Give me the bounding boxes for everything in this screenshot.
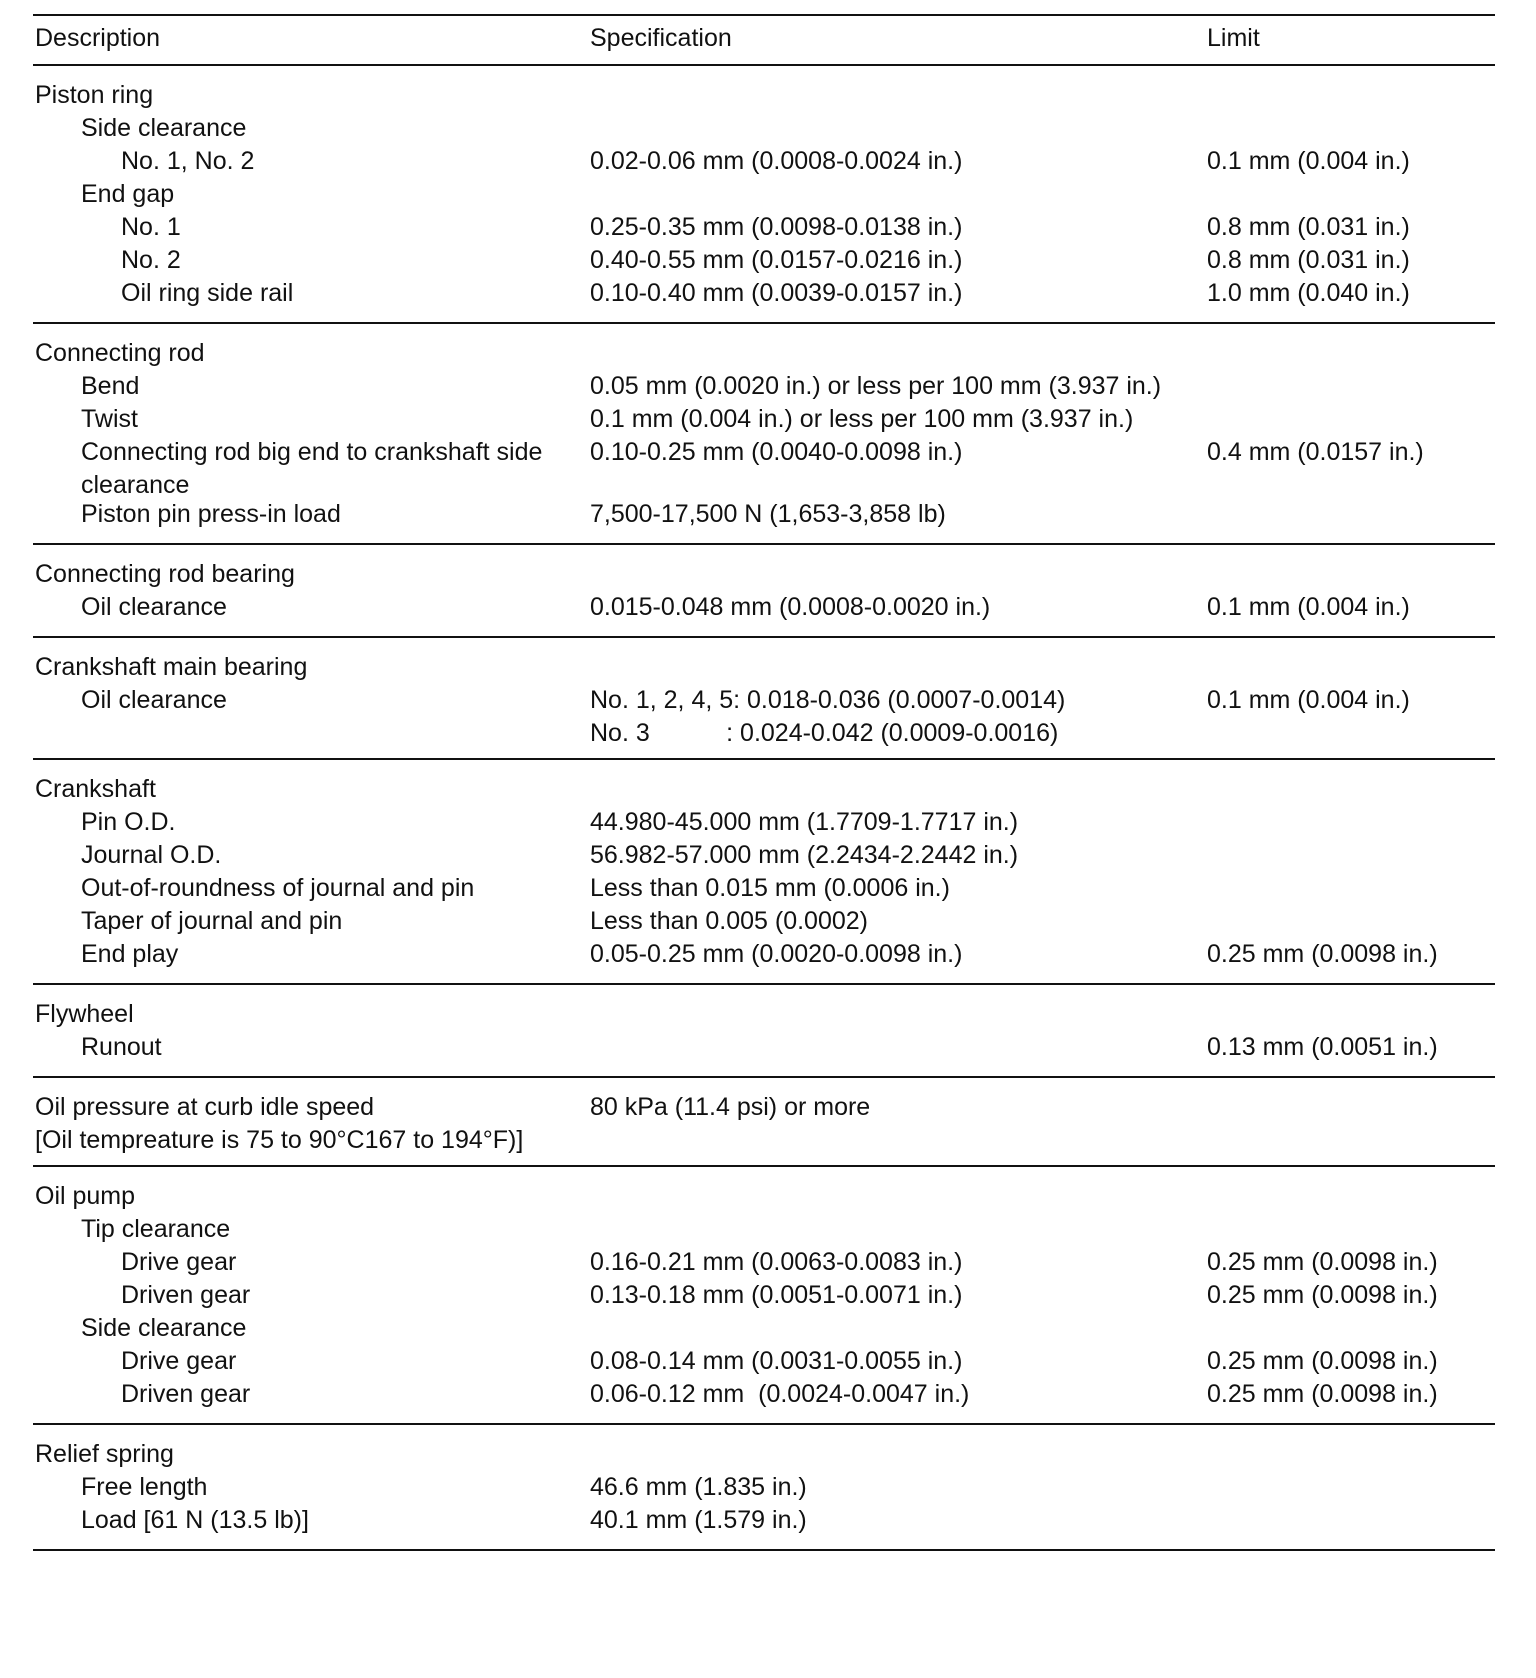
description-cell: Relief spring bbox=[35, 1440, 174, 1468]
table-row bbox=[33, 1312, 1495, 1345]
description-cell: Drive gear bbox=[121, 1248, 237, 1276]
description-cell: Connecting rod bearing bbox=[35, 560, 295, 588]
description-cell: Journal O.D. bbox=[81, 841, 222, 869]
table-section bbox=[33, 1425, 1495, 1551]
description-cell: Taper of journal and pin bbox=[81, 907, 343, 935]
description-cell: Runout bbox=[81, 1033, 162, 1061]
specification-cell: 0.05 mm (0.0020 in.) or less per 100 mm (3.937 in.) bbox=[590, 372, 1162, 400]
table-row bbox=[33, 872, 1495, 905]
table-row bbox=[33, 1345, 1495, 1378]
limit-cell: 0.1 mm (0.004 in.) bbox=[1207, 686, 1410, 714]
limit-cell: 0.13 mm (0.0051 in.) bbox=[1207, 1033, 1438, 1061]
table-section bbox=[33, 66, 1495, 324]
limit-cell: 0.25 mm (0.0098 in.) bbox=[1207, 1380, 1438, 1408]
table-row bbox=[33, 403, 1495, 436]
limit-cell: 1.0 mm (0.040 in.) bbox=[1207, 279, 1410, 307]
table-row bbox=[33, 773, 1495, 806]
specification-cell: 56.982-57.000 mm (2.2434-2.2442 in.) bbox=[590, 841, 1019, 869]
table-section bbox=[33, 638, 1495, 760]
specification-cell: 0.10-0.40 mm (0.0039-0.0157 in.) bbox=[590, 279, 963, 307]
table-row bbox=[33, 1378, 1495, 1411]
specification-cell: 0.015-0.048 mm (0.0008-0.0020 in.) bbox=[590, 593, 991, 621]
specification-cell: 0.10-0.25 mm (0.0040-0.0098 in.) bbox=[590, 438, 963, 466]
table-row bbox=[33, 684, 1495, 746]
limit-cell: 0.25 mm (0.0098 in.) bbox=[1207, 1347, 1438, 1375]
description-cell: Free length bbox=[81, 1473, 208, 1501]
description-cell: Driven gear bbox=[121, 1380, 251, 1408]
table-row bbox=[33, 806, 1495, 839]
table-row bbox=[33, 1180, 1495, 1213]
table-section bbox=[33, 1167, 1495, 1425]
table-row bbox=[33, 370, 1495, 403]
limit-cell: 0.25 mm (0.0098 in.) bbox=[1207, 1248, 1438, 1276]
header-description: Description bbox=[35, 24, 161, 52]
description-cell: Twist bbox=[81, 405, 138, 433]
limit-cell: 0.1 mm (0.004 in.) bbox=[1207, 147, 1410, 175]
specification-cell: 0.16-0.21 mm (0.0063-0.0083 in.) bbox=[590, 1248, 963, 1276]
description-cell: Oil pressure at curb idle speed [Oil tempreature is 75 to 90°C167 to 194°F)] bbox=[35, 1093, 524, 1154]
table-row bbox=[33, 145, 1495, 178]
specification-cell: 0.05-0.25 mm (0.0020-0.0098 in.) bbox=[590, 940, 963, 968]
limit-cell: 0.1 mm (0.004 in.) bbox=[1207, 593, 1410, 621]
description-cell: Crankshaft bbox=[35, 775, 156, 803]
description-cell: Oil pump bbox=[35, 1182, 136, 1210]
table-body bbox=[33, 66, 1495, 1551]
description-cell: Flywheel bbox=[35, 1000, 134, 1028]
table-row bbox=[33, 436, 1495, 498]
table-row bbox=[33, 1213, 1495, 1246]
table-row bbox=[33, 244, 1495, 277]
description-cell: Oil ring side rail bbox=[121, 279, 294, 307]
specification-cell: 0.06-0.12 mm (0.0024-0.0047 in.) bbox=[590, 1380, 970, 1408]
description-cell: Pin O.D. bbox=[81, 808, 176, 836]
table-row bbox=[33, 1091, 1495, 1153]
description-cell: No. 1, No. 2 bbox=[121, 147, 255, 175]
table-row bbox=[33, 112, 1495, 145]
description-cell: End gap bbox=[81, 180, 175, 208]
table-row bbox=[33, 1279, 1495, 1312]
table-row bbox=[33, 1504, 1495, 1537]
description-cell: Oil clearance bbox=[81, 593, 227, 621]
table-row bbox=[33, 1438, 1495, 1471]
description-cell: Piston pin press-in load bbox=[81, 500, 341, 528]
description-cell: Driven gear bbox=[121, 1281, 251, 1309]
limit-cell: 0.4 mm (0.0157 in.) bbox=[1207, 438, 1424, 466]
table-section bbox=[33, 760, 1495, 985]
description-cell: Side clearance bbox=[81, 1314, 247, 1342]
table-row bbox=[33, 1246, 1495, 1279]
table-section bbox=[33, 985, 1495, 1078]
table-row bbox=[33, 998, 1495, 1031]
description-cell: Load [61 N (13.5 lb)] bbox=[81, 1506, 309, 1534]
table-section bbox=[33, 1078, 1495, 1167]
specification-cell: Less than 0.005 (0.0002) bbox=[590, 907, 868, 935]
description-cell: Drive gear bbox=[121, 1347, 237, 1375]
specification-cell: 0.02-0.06 mm (0.0008-0.0024 in.) bbox=[590, 147, 963, 175]
limit-cell: 0.25 mm (0.0098 in.) bbox=[1207, 940, 1438, 968]
table-row bbox=[33, 1031, 1495, 1064]
table-row bbox=[33, 591, 1495, 624]
specification-cell: 40.1 mm (1.579 in.) bbox=[590, 1506, 807, 1534]
table-row bbox=[33, 1471, 1495, 1504]
specification-cell: 0.13-0.18 mm (0.0051-0.0071 in.) bbox=[590, 1281, 963, 1309]
table-section bbox=[33, 324, 1495, 545]
table-section bbox=[33, 545, 1495, 638]
description-cell: Tip clearance bbox=[81, 1215, 231, 1243]
specification-cell: Less than 0.015 mm (0.0006 in.) bbox=[590, 874, 950, 902]
description-cell: Side clearance bbox=[81, 114, 247, 142]
table-row bbox=[33, 211, 1495, 244]
table-row bbox=[33, 337, 1495, 370]
limit-cell: 0.8 mm (0.031 in.) bbox=[1207, 213, 1410, 241]
table-row bbox=[33, 558, 1495, 591]
specification-cell: 0.1 mm (0.004 in.) or less per 100 mm (3.937 in.) bbox=[590, 405, 1134, 433]
table-row bbox=[33, 277, 1495, 310]
specification-cell: 80 kPa (11.4 psi) or more bbox=[590, 1093, 871, 1121]
specification-cell: 0.25-0.35 mm (0.0098-0.0138 in.) bbox=[590, 213, 963, 241]
header-limit: Limit bbox=[1207, 24, 1260, 52]
specification-cell: 46.6 mm (1.835 in.) bbox=[590, 1473, 807, 1501]
table-row bbox=[33, 651, 1495, 684]
specification-cell: 44.980-45.000 mm (1.7709-1.7717 in.) bbox=[590, 808, 1019, 836]
description-cell: Oil clearance bbox=[81, 686, 227, 714]
description-cell: Piston ring bbox=[35, 81, 154, 109]
table-row bbox=[33, 938, 1495, 971]
description-cell: Bend bbox=[81, 372, 140, 400]
description-cell: End play bbox=[81, 940, 179, 968]
table-header bbox=[33, 14, 1495, 66]
table-row bbox=[33, 79, 1495, 112]
header-specification: Specification bbox=[590, 24, 732, 52]
table-row bbox=[33, 498, 1495, 531]
description-cell: No. 2 bbox=[121, 246, 181, 274]
specification-cell: 7,500-17,500 N (1,653-3,858 lb) bbox=[590, 500, 946, 528]
limit-cell: 0.8 mm (0.031 in.) bbox=[1207, 246, 1410, 274]
description-cell: Connecting rod bbox=[35, 339, 205, 367]
specification-cell: 0.40-0.55 mm (0.0157-0.0216 in.) bbox=[590, 246, 963, 274]
table-row bbox=[33, 905, 1495, 938]
description-cell: No. 1 bbox=[121, 213, 181, 241]
specification-cell: No. 1, 2, 4, 5: 0.018-0.036 (0.0007-0.0014) No. 3 : 0.024-0.042 (0.0009-0.0016) bbox=[590, 686, 1066, 747]
table-row bbox=[33, 839, 1495, 872]
specification-cell: 0.08-0.14 mm (0.0031-0.0055 in.) bbox=[590, 1347, 963, 1375]
description-cell: Crankshaft main bearing bbox=[35, 653, 308, 681]
limit-cell: 0.25 mm (0.0098 in.) bbox=[1207, 1281, 1438, 1309]
description-cell: Out-of-roundness of journal and pin bbox=[81, 874, 475, 902]
table-row bbox=[33, 178, 1495, 211]
description-cell: Connecting rod big end to crankshaft side clearance bbox=[81, 438, 543, 499]
spec-table bbox=[33, 14, 1495, 1551]
